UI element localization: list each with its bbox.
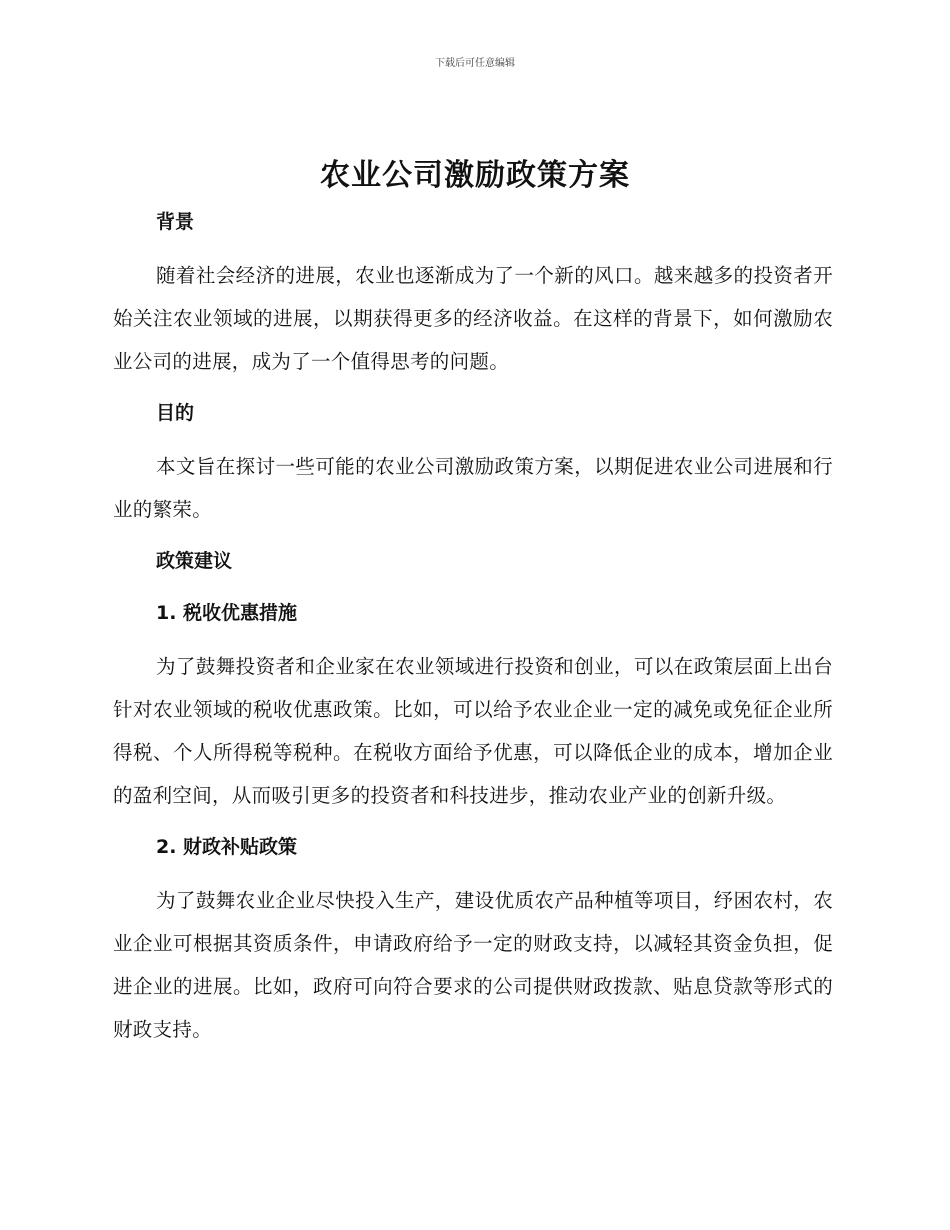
section-heading-policy: 政策建议	[156, 550, 233, 572]
subsection-heading-subsidy: 2. 财政补贴政策	[156, 836, 298, 858]
section-heading-purpose: 目的	[156, 402, 195, 424]
paragraph-purpose: 本文旨在探讨一些可能的农业公司激励政策方案，以期促进农业公司进展和行业的繁荣。	[113, 455, 833, 521]
subsection-heading-tax: 1. 税收优惠措施	[156, 602, 298, 624]
paragraph-tax: 为了鼓舞投资者和企业家在农业领域进行投资和创业，可以在政策层面上出台针对农业领域的税收优惠政策。比如，可以给予农业企业一定的减免或免征企业所得税、个人所得税等税种。在税收方面给予优惠，可以降低企业的成本，增加企业的盈利空间，从而吸引更多的投资者和科技进步，推动农业产业的创新升级。	[113, 655, 833, 807]
document-body	[113, 202, 833, 1051]
paragraph-subsidy: 为了鼓舞农业企业尽快投入生产，建设优质农产品种植等项目，纾困农村，农业企业可根据其资质条件，申请政府给予一定的财政支持，以减轻其资金负担，促进企业的进展。比如，政府可向符合要求的公司提供财政拨款、贴息贷款等形式的财政支持。	[113, 889, 833, 1041]
document-title: 农业公司激励政策方案	[320, 158, 630, 193]
header-note: 下载后可任意编辑	[435, 58, 515, 69]
paragraph-background: 随着社会经济的进展，农业也逐渐成为了一个新的风口。越来越多的投资者开始关注农业领域的进展，以期获得更多的经济收益。在这样的背景下，如何激励农业公司的进展，成为了一个值得思考的问题。	[113, 264, 833, 373]
section-heading-background: 背景	[156, 211, 195, 233]
